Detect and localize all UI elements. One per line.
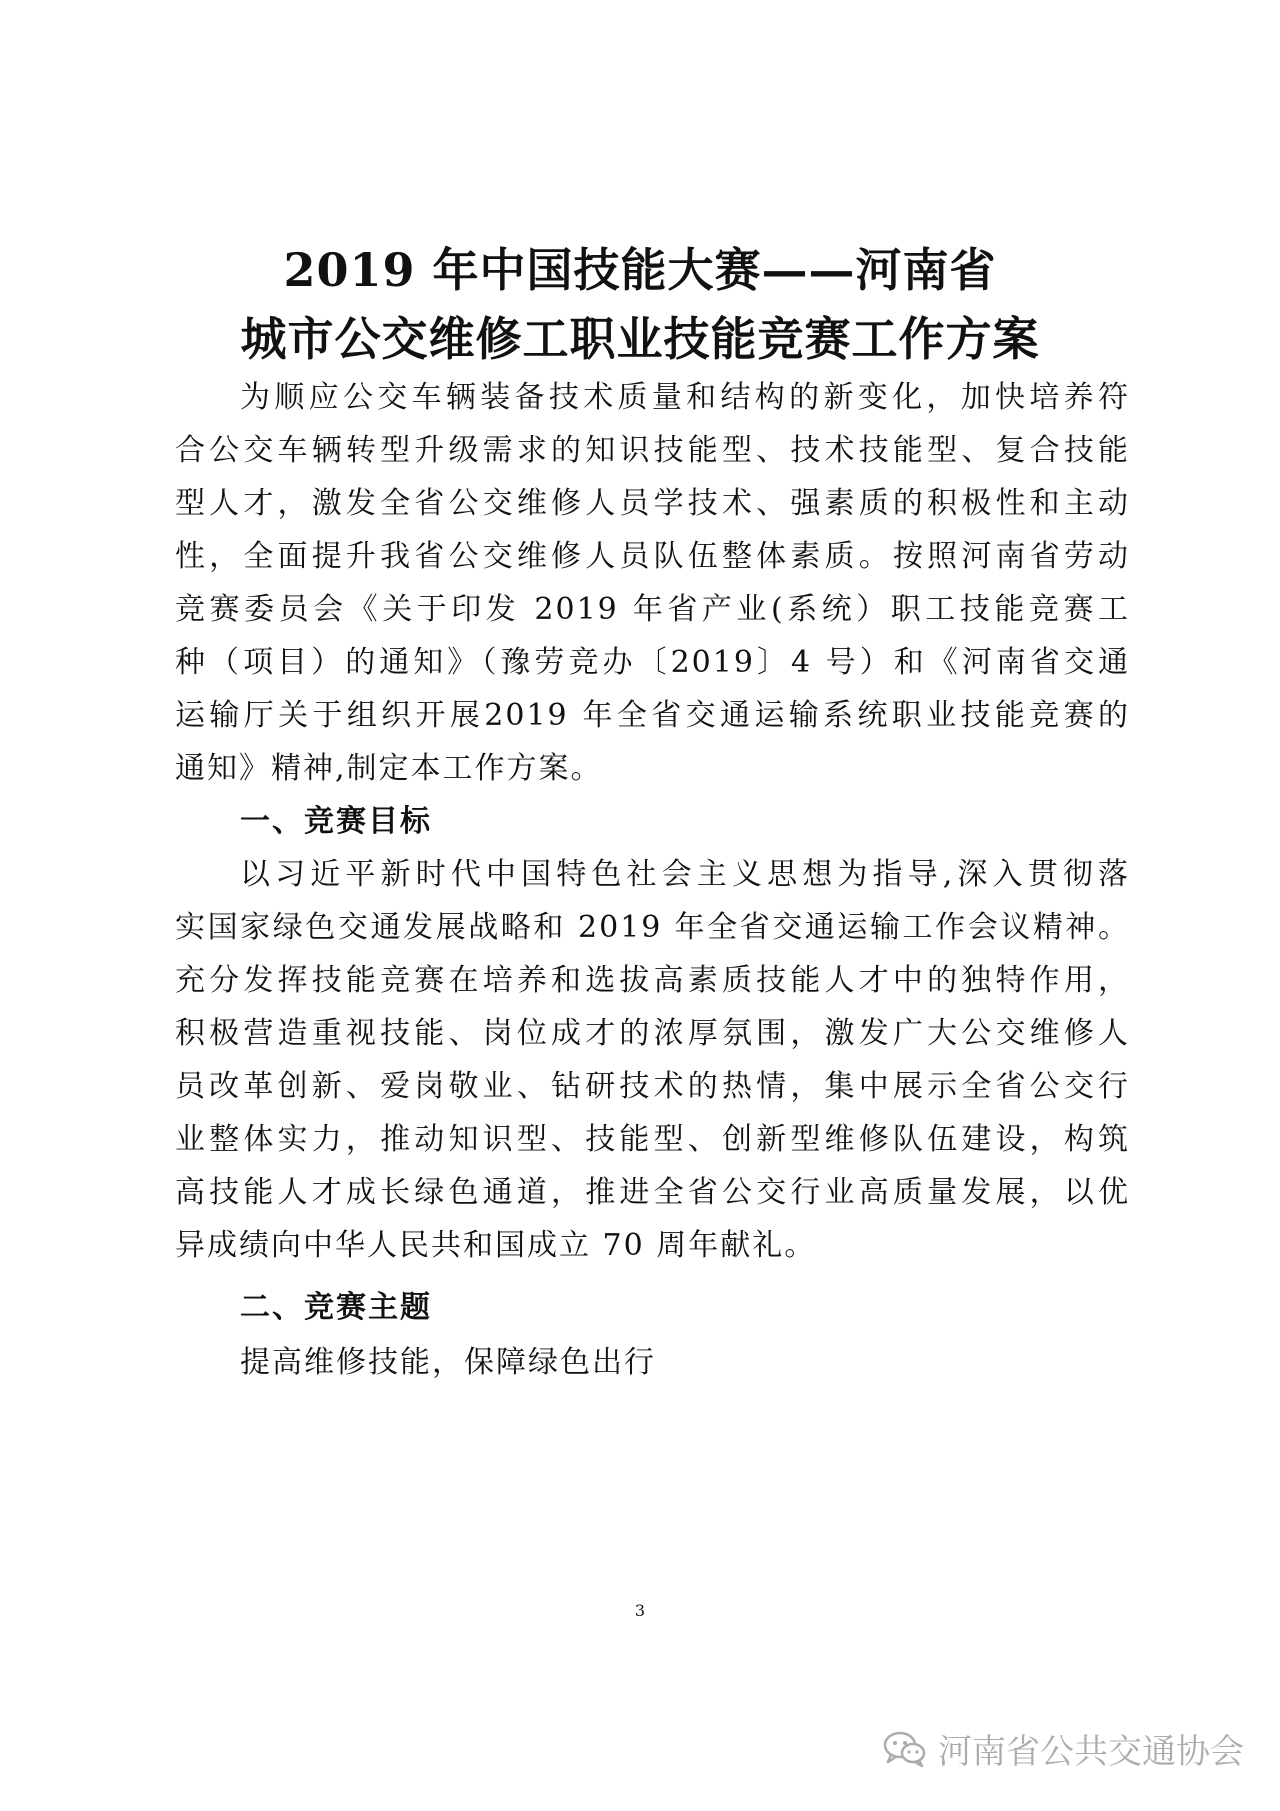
document-title-line-2: 城市公交维修工职业技能竞赛工作方案	[240, 312, 1040, 366]
section1-line: 以习近平新时代中国特色社会主义思想为指导,深入贯彻落	[240, 857, 1130, 892]
section1-line: 实国家绿色交通发展战略和 2019 年全省交通运输工作会议精神。	[175, 910, 1130, 945]
section1-line: 充分发挥技能竞赛在培养和选拔高素质技能人才中的独特作用，	[175, 963, 1130, 998]
wechat-watermark	[882, 1724, 1244, 1773]
section1-line: 异成绩向中华人民共和国成立 70 周年献礼。	[175, 1228, 817, 1263]
section1-line: 高技能人才成长绿色通道，推进全省公交行业高质量发展，以优	[175, 1175, 1130, 1210]
watermark-text: 河南省公共交通协会	[938, 1732, 1244, 1772]
page-number: 3	[634, 1601, 646, 1620]
section1-line: 业整体实力，推动知识型、技能型、创新型维修队伍建设，构筑	[175, 1122, 1130, 1157]
intro-line: 为顺应公交车辆装备技术质量和结构的新变化，加快培养符	[240, 380, 1130, 415]
section-heading-theme: 二、竞赛主题	[240, 1290, 432, 1325]
intro-line: 合公交车辆转型升级需求的知识技能型、技术技能型、复合技能	[175, 433, 1130, 468]
section1-line: 积极营造重视技能、岗位成才的浓厚氛围，激发广大公交维修人	[175, 1016, 1130, 1051]
intro-line: 种（项目）的通知》（豫劳竞办〔2019〕4 号）和《河南省交通	[175, 645, 1130, 680]
section1-line: 员改革创新、爱岗敬业、钻研技术的热情，集中展示全省公交行	[175, 1069, 1130, 1104]
wechat-icon	[882, 1729, 928, 1769]
intro-line: 竞赛委员会《关于印发 2019 年省产业(系统）职工技能竞赛工	[175, 592, 1130, 627]
intro-line: 性，全面提升我省公交维修人员队伍整体素质。按照河南省劳动	[175, 539, 1130, 574]
document-title-line-1: 2019 年中国技能大赛——河南省	[283, 243, 997, 297]
intro-line: 通知》精神,制定本工作方案。	[175, 751, 603, 786]
section-heading-goals: 一、竞赛目标	[240, 804, 432, 839]
section2-text: 提高维修技能，保障绿色出行	[240, 1345, 656, 1380]
intro-line: 运输厅关于组织开展2019 年全省交通运输系统职业技能竞赛的	[175, 698, 1130, 733]
intro-line: 型人才，激发全省公交维修人员学技术、强素质的积极性和主动	[175, 486, 1130, 521]
